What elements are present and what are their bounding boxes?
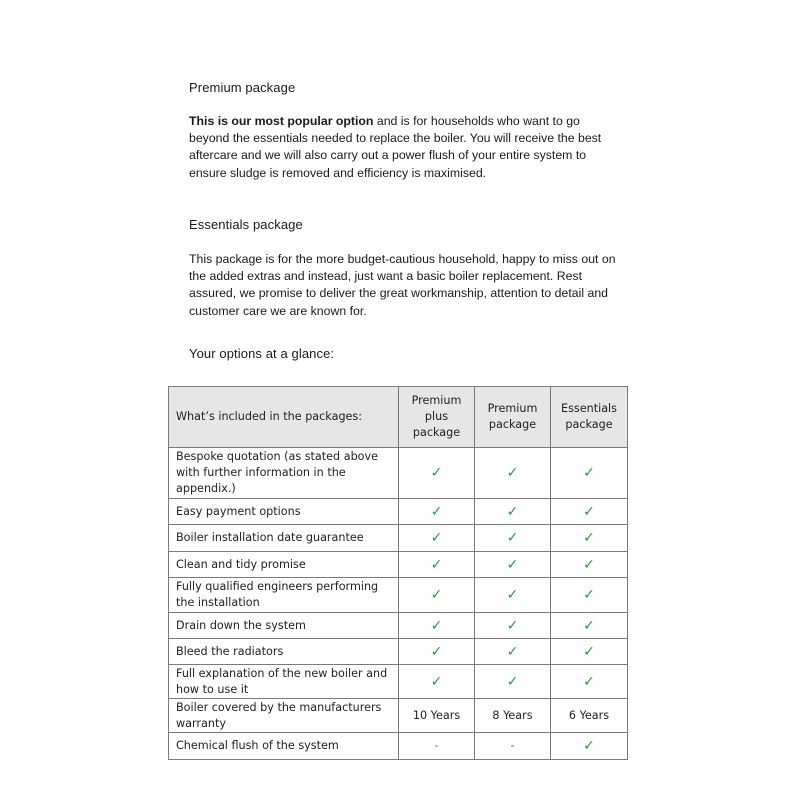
feature-cell: Bleed the radiators [169,639,399,665]
glance-title: Your options at a glance: [189,346,335,361]
value-cell: ✓ [551,525,628,552]
feature-cell: Bespoke quotation (as stated above with further information in the appendix.) [169,448,399,499]
premium-lead: This is our most popular option [189,114,374,128]
feature-cell: Drain down the system [169,613,399,639]
value-cell: ✓ [475,578,551,613]
table-row [169,448,628,499]
value-cell: ✓ [475,448,551,499]
value-cell: ✓ [399,448,475,499]
table-row [169,733,628,760]
feature-cell: Easy payment options [169,499,399,525]
value-cell: ✓ [475,613,551,639]
feature-cell: Full explanation of the new boiler and how to use it [169,665,399,699]
value-cell: - [399,733,475,760]
value-cell: ✓ [399,578,475,613]
value-cell: ✓ [475,552,551,578]
value-cell: ✓ [399,552,475,578]
value-cell: ✓ [475,665,551,699]
value-cell: ✓ [475,525,551,552]
feature-cell: Clean and tidy promise [169,552,399,578]
value-cell: ✓ [399,525,475,552]
table-row [169,699,628,733]
premium-body: and is for households who want to go beyond the essentials needed to replace the boiler. You will receive the best aftercare and we will also carry out a power flush of your entire system to ensure sludge is removed and efficiency is maximised. [189,114,602,180]
feature-cell: Boiler covered by the manufacturers warranty [169,699,399,733]
value-cell: 10 Years [399,699,475,733]
value-cell: ✓ [551,613,628,639]
table-row [169,552,628,578]
value-cell: - [475,733,551,760]
value-cell: ✓ [399,613,475,639]
value-cell: ✓ [551,448,628,499]
feature-cell: Chemical flush of the system [169,733,399,760]
value-cell: ✓ [551,733,628,760]
value-cell: ✓ [551,578,628,613]
feature-cell: Fully qualified engineers performing the installation [169,578,399,613]
header-feature: What’s included in the packages: [169,387,399,448]
comparison-table [168,386,628,760]
table-row [169,525,628,552]
value-cell: ✓ [551,665,628,699]
table-row [169,639,628,665]
value-cell: ✓ [399,665,475,699]
premium-heading: Premium package [189,80,296,95]
value-cell: ✓ [551,552,628,578]
value-cell: ✓ [475,499,551,525]
premium-description [189,113,619,182]
table-row [169,665,628,699]
table-row [169,578,628,613]
value-cell: 8 Years [475,699,551,733]
value-cell: ✓ [399,499,475,525]
feature-cell: Boiler installation date guarantee [169,525,399,552]
table-row [169,613,628,639]
value-cell: ✓ [475,639,551,665]
essentials-heading: Essentials package [189,217,303,232]
header-essentials: Essentials package [551,387,628,448]
value-cell: ✓ [551,499,628,525]
header-premium: Premium package [475,387,551,448]
header-premium-plus: Premium plus package [399,387,475,448]
value-cell: 6 Years [551,699,628,733]
value-cell: ✓ [399,639,475,665]
table-row [169,499,628,525]
value-cell: ✓ [551,639,628,665]
essentials-description: This package is for the more budget-cautious household, happy to miss out on the added extras and instead, just want a basic boiler replacement. Rest assured, we promise to deliver the great workmanship, attention to detail and customer care we are known for. [189,252,616,318]
table-header-row [169,387,628,448]
